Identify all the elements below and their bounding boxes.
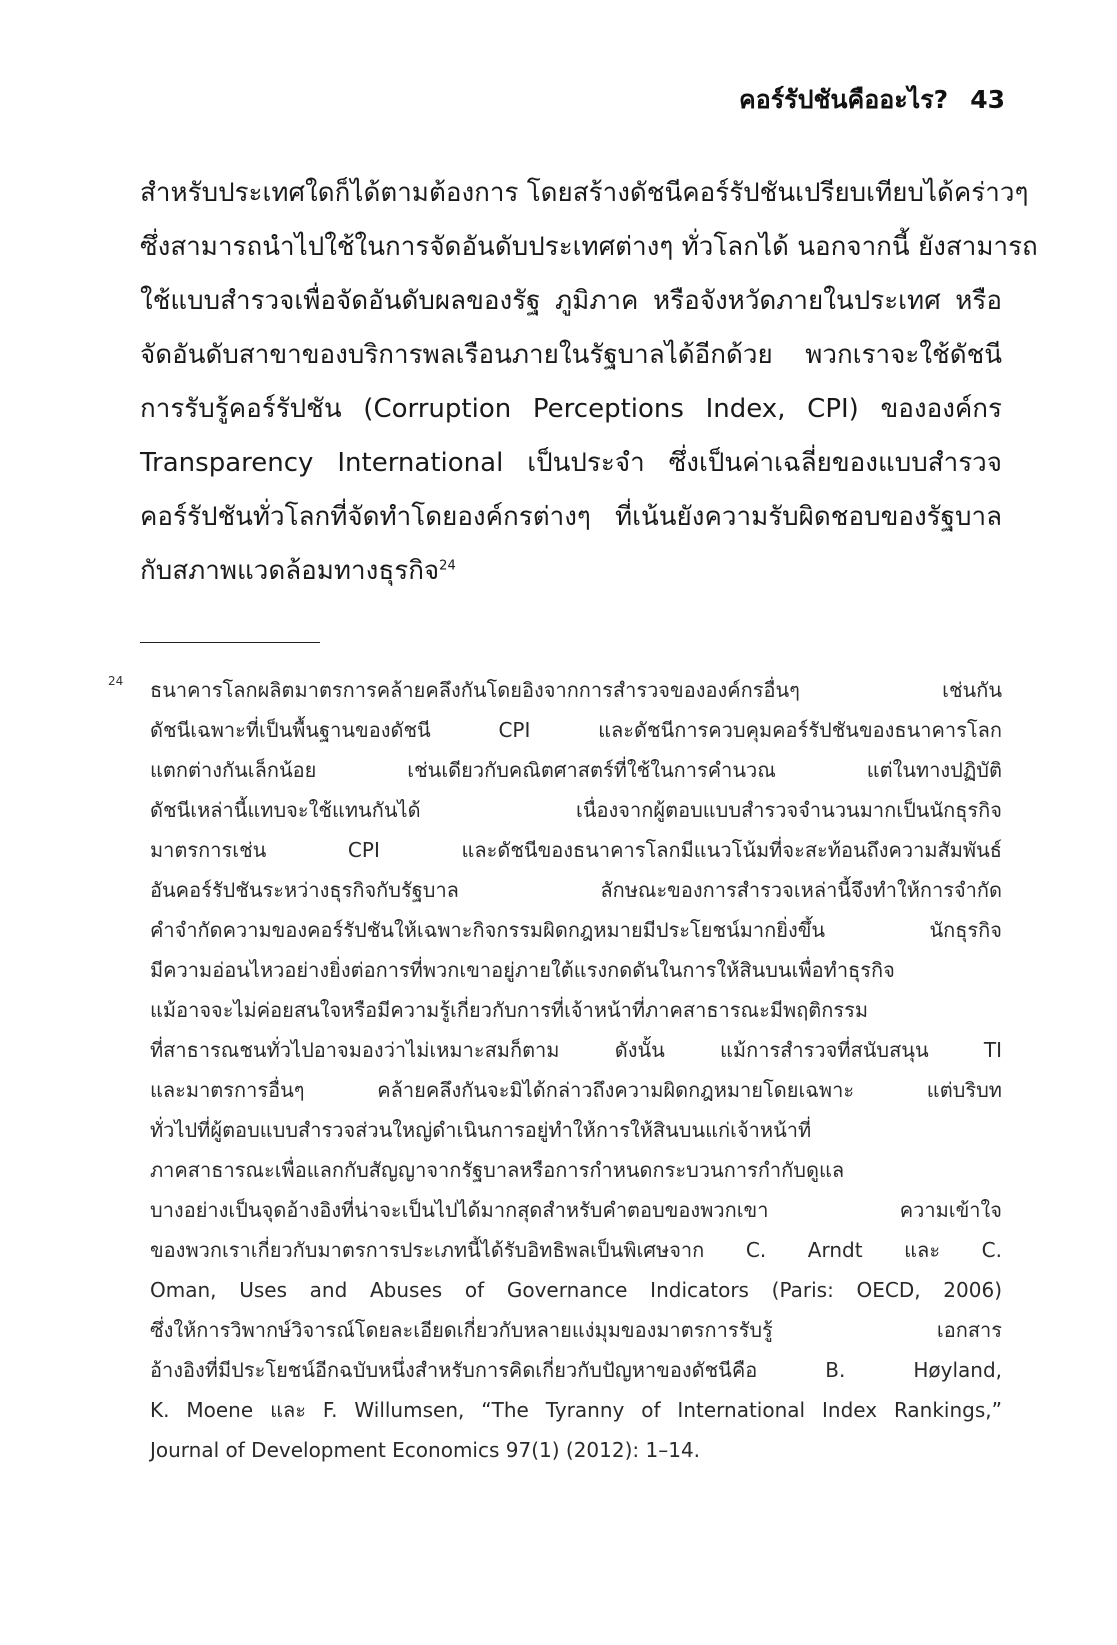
body-line: การรับรู้คอร์รัปชัน (Corruption Perceptions Index, CPI) ขององค์กร	[140, 394, 1002, 424]
body-line: สำหรับประเทศใดก็ได้ตามต้องการ โดยสร้างดัชนีคอร์รัปชันเปรียบเทียบได้คร่าวๆ	[140, 178, 1029, 208]
footnote-line: ดัชนีเฉพาะที่เป็นพื้นฐานของดัชนี CPI และดัชนีการควบคุมคอร์รัปชันของธนาคารโลก	[150, 718, 1002, 742]
footnote-marker: 24	[108, 674, 124, 688]
body-line: ใช้แบบสำรวจเพื่อจัดอันดับผลของรัฐ ภูมิภาค หรือจังหวัดภายในประเทศ หรือ	[140, 286, 1002, 316]
footnote-line: ซึ่งให้การวิพากษ์วิจารณ์โดยละเอียดเกี่ยวกับหลายแง่มุมของมาตรการรับรู้ เอกสาร	[150, 1318, 1002, 1342]
body-line: คอร์รัปชันทั่วโลกที่จัดทำโดยองค์กรต่างๆ ที่เน้นยังความรับผิดชอบของรัฐบาล	[140, 502, 1002, 532]
body-line-text: กับสภาพแวดล้อมทางธุรกิจ	[140, 556, 440, 586]
footnote-line: มีความอ่อนไหวอย่างยิ่งต่อการที่พวกเขาอยู่ภายใต้แรงกดดันในการให้สินบนเพื่อทำธุรกิจ	[150, 958, 895, 982]
footnote-line: แม้อาจจะไม่ค่อยสนใจหรือมีความรู้เกี่ยวกับการที่เจ้าหน้าที่ภาคสาธารณะมีพฤติกรรม	[150, 998, 869, 1022]
footnote-line: มาตรการเช่น CPI และดัชนีของธนาคารโลกมีแนวโน้มที่จะสะท้อนถึงความสัมพันธ์	[150, 838, 1002, 862]
body-paragraph	[140, 166, 1038, 598]
footnote-line: ทั่วไปที่ผู้ตอบแบบสำรวจส่วนใหญ่ดำเนินการอยู่ทำให้การให้สินบนแก่เจ้าหน้าที่	[150, 1118, 812, 1142]
body-line: จัดอันดับสาขาของบริการพลเรือนภายในรัฐบาลได้อีกด้วย พวกเราจะใช้ดัชนี	[140, 340, 1002, 370]
chapter-title: คอร์รัปชันคืออะไร?	[738, 85, 949, 114]
footnote-text	[150, 670, 1002, 1470]
footnote-divider	[140, 642, 320, 643]
footnote-line-last: Journal of Development Economics 97(1) (2012): 1–14.	[150, 1438, 701, 1462]
footnote-line: ของพวกเราเกี่ยวกับมาตรการประเภทนี้ได้รับอิทธิพลเป็นพิเศษจาก C. Arndt และ C.	[150, 1238, 1002, 1262]
body-line-last	[140, 544, 1002, 598]
body-line: ซึ่งสามารถนำไปใช้ในการจัดอันดับประเทศต่างๆ ทั่วโลกได้ นอกจากนี้ ยังสามารถ	[140, 232, 1038, 262]
footnote-line: Oman, Uses and Abuses of Governance Indicators (Paris: OECD, 2006)	[150, 1278, 1002, 1302]
footnote-line: ที่สาธารณชนทั่วไปอาจมองว่าไม่เหมาะสมก็ตาม ดังนั้น แม้การสำรวจที่สนับสนุน TI	[150, 1038, 1002, 1062]
footnote-line: อันคอร์รัปชันระหว่างธุรกิจกับรัฐบาล ลักษณะของการสำรวจเหล่านี้จึงทำให้การจำกัด	[150, 878, 1002, 902]
footnote-reference[interactable]: 24	[439, 558, 456, 574]
footnote-line: แตกต่างกันเล็กน้อย เช่นเดียวกับคณิตศาสตร์ที่ใช้ในการคำนวณ แต่ในทางปฏิบัติ	[150, 758, 1002, 782]
footnote-line: และมาตรการอื่นๆ คล้ายคลึงกันจะมิได้กล่าวถึงความผิดกฎหมายโดยเฉพาะ แต่บริบท	[150, 1078, 1002, 1102]
footnote-line: ภาคสาธารณะเพื่อแลกกับสัญญาจากรัฐบาลหรือการกำหนดกระบวนการกำกับดูแล	[150, 1158, 845, 1182]
footnote-line: ธนาคารโลกผลิตมาตรการคล้ายคลึงกันโดยอิงจากการสำรวจขององค์กรอื่นๆ เช่นกัน	[150, 678, 1002, 702]
body-line: Transparency International เป็นประจำ ซึ่งเป็นค่าเฉลี่ยของแบบสำรวจ	[140, 448, 1002, 478]
footnote-line: อ้างอิงที่มีประโยชน์อีกฉบับหนึ่งสำหรับการคิดเกี่ยวกับปัญหาของดัชนีคือ B. Høyland,	[150, 1358, 1002, 1382]
footnote-line: บางอย่างเป็นจุดอ้างอิงที่น่าจะเป็นไปได้มากสุดสำหรับคำตอบของพวกเขา ความเข้าใจ	[150, 1198, 1002, 1222]
page-number: 43	[970, 85, 1005, 114]
footnote-line: ดัชนีเหล่านี้แทบจะใช้แทนกันได้ เนื่องจากผู้ตอบแบบสำรวจจำนวนมากเป็นนักธุรกิจ	[150, 798, 1002, 822]
footnote-line: คำจำกัดความของคอร์รัปชันให้เฉพาะกิจกรรมผิดกฎหมายมีประโยชน์มากยิ่งขึ้น นักธุรกิจ	[150, 918, 1002, 942]
running-header	[739, 80, 1005, 120]
footnote-line: K. Moene และ F. Willumsen, “The Tyranny of International Index Rankings,”	[150, 1398, 1002, 1422]
